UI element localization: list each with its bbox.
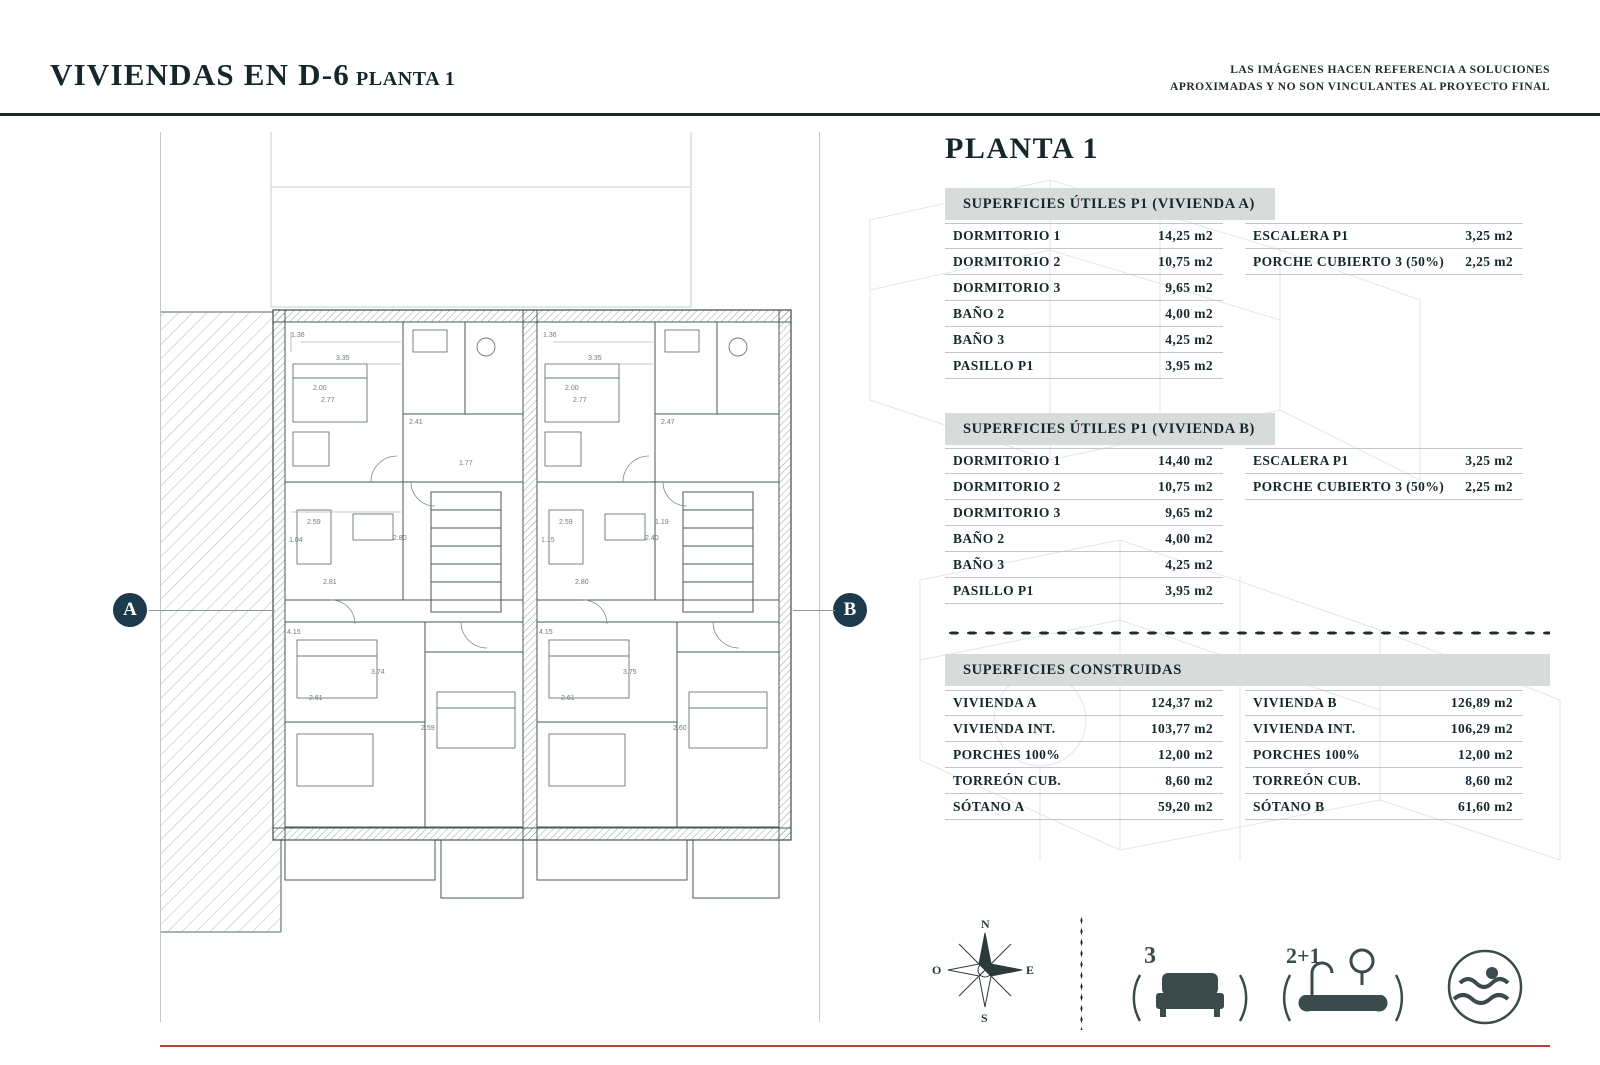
table-vivienda-b: [945, 448, 1550, 604]
table-row: [945, 327, 1223, 353]
row-value: 124,37 m2: [1150, 695, 1213, 710]
row-label: ESCALERA P1: [1253, 228, 1349, 243]
band-vivienda-b: SUPERFICIES ÚTILES P1 (VIVIENDA B): [945, 413, 1275, 445]
axis-marker-b: B: [833, 593, 867, 627]
svg-text:4.15: 4.15: [287, 629, 301, 636]
row-label: BAÑO 3: [953, 556, 1005, 572]
row-value: 9,65 m2: [1165, 504, 1213, 520]
page-title-sub: PLANTA 1: [355, 68, 456, 90]
svg-text:2.60: 2.60: [673, 725, 687, 732]
row-label: PORCHE CUBIERTO 3 (50%): [1253, 478, 1445, 494]
row-label: DORMITORIO 2: [953, 253, 1061, 269]
table-row: [1245, 716, 1523, 742]
row-value: 4,25 m2: [1165, 331, 1213, 347]
svg-text:2.59: 2.59: [421, 725, 435, 732]
table-row: [945, 768, 1223, 794]
table-row: [1245, 448, 1523, 474]
svg-text:2.77: 2.77: [321, 397, 335, 404]
row-label: PORCHE CUBIERTO 3 (50%): [1253, 253, 1445, 269]
row-value: 106,29 m2: [1450, 720, 1513, 736]
row-value: 8,60 m2: [1165, 772, 1213, 788]
row-label: BAÑO 2: [953, 530, 1005, 546]
svg-text:2.59: 2.59: [559, 519, 573, 526]
table-row: [945, 716, 1223, 742]
table-row: [945, 500, 1223, 526]
svg-text:1.15: 1.15: [541, 537, 555, 544]
disclaimer: [1170, 62, 1550, 95]
row-value: 2,25 m2: [1465, 253, 1513, 269]
svg-text:2.47: 2.47: [661, 419, 675, 426]
row-label: PORCHES 100%: [953, 746, 1061, 762]
svg-text:3.35: 3.35: [588, 355, 602, 362]
row-value: 3,95 m2: [1165, 582, 1213, 598]
svg-text:2.61: 2.61: [309, 695, 323, 702]
dotted-divider: [945, 630, 1550, 636]
panel-title: PLANTA 1: [945, 132, 1099, 165]
header-divider: [0, 113, 1600, 116]
page-title: [50, 57, 455, 93]
row-label: DORMITORIO 3: [953, 279, 1061, 295]
row-label: VIVIENDA INT.: [1253, 720, 1356, 736]
row-label: DORMITORIO 3: [953, 504, 1061, 520]
row-value: 126,89 m2: [1450, 695, 1513, 710]
svg-text:1.04: 1.04: [289, 537, 303, 544]
svg-text:2.81: 2.81: [323, 579, 337, 586]
table-row: [1245, 742, 1523, 768]
row-label: PASILLO P1: [953, 582, 1034, 598]
svg-text:2.80: 2.80: [393, 535, 407, 542]
row-label: SÓTANO B: [1253, 798, 1325, 814]
floor-plan-container: [123, 132, 857, 1022]
row-value: 10,75 m2: [1158, 478, 1213, 494]
row-value: 9,65 m2: [1165, 279, 1213, 295]
table-row: [945, 448, 1223, 474]
table-row: [945, 552, 1223, 578]
row-value: 4,00 m2: [1165, 530, 1213, 546]
table-row: [945, 249, 1223, 275]
row-label: TORREÓN CUB.: [953, 772, 1062, 788]
table-row: [945, 275, 1223, 301]
row-label: VIVIENDA B: [1253, 695, 1337, 710]
table-row: [945, 353, 1223, 379]
svg-text:2.80: 2.80: [575, 579, 589, 586]
row-label: VIVIENDA INT.: [953, 720, 1056, 736]
table-superficies-construidas: [945, 690, 1550, 820]
row-value: 8,60 m2: [1465, 772, 1513, 788]
table-vivienda-a: [945, 223, 1550, 379]
table-row: [1245, 223, 1523, 249]
table-row: [945, 578, 1223, 604]
row-value: 12,00 m2: [1458, 746, 1513, 762]
row-label: DORMITORIO 1: [953, 228, 1061, 243]
table-row: [1245, 474, 1523, 500]
svg-text:4.15: 4.15: [539, 629, 553, 636]
row-value: 3,95 m2: [1165, 357, 1213, 373]
svg-text:1.36: 1.36: [543, 332, 557, 339]
row-label: SÓTANO A: [953, 798, 1025, 814]
table-row: [945, 690, 1223, 716]
band-superficies-construidas: SUPERFICIES CONSTRUIDAS: [945, 654, 1550, 686]
row-label: ESCALERA P1: [1253, 453, 1349, 468]
row-label: PORCHES 100%: [1253, 746, 1361, 762]
table-row: [1245, 690, 1523, 716]
table-row: [945, 526, 1223, 552]
row-value: 103,77 m2: [1150, 720, 1213, 736]
table-row: [945, 474, 1223, 500]
table-row: [1245, 768, 1523, 794]
svg-text:2.59: 2.59: [307, 519, 321, 526]
axis-line-b: [793, 610, 835, 611]
row-label: DORMITORIO 2: [953, 478, 1061, 494]
row-value: 59,20 m2: [1158, 798, 1213, 814]
bedrooms-count: 3: [1144, 943, 1156, 969]
row-label: PASILLO P1: [953, 357, 1034, 373]
bathrooms-count: 2+1: [1286, 943, 1321, 968]
row-label: BAÑO 3: [953, 331, 1005, 347]
band-vivienda-a: SUPERFICIES ÚTILES P1 (VIVIENDA A): [945, 188, 1275, 220]
table-row: [945, 794, 1223, 820]
row-value: 14,25 m2: [1158, 228, 1213, 243]
svg-text:1.19: 1.19: [655, 519, 669, 526]
compass-o-label: O: [932, 963, 942, 977]
row-value: 3,25 m2: [1465, 453, 1513, 468]
row-label: TORREÓN CUB.: [1253, 772, 1362, 788]
compass-s-label: S: [981, 1011, 988, 1025]
table-row: [945, 301, 1223, 327]
floor-plan-drawing: [161, 132, 821, 1022]
table-row: [1245, 794, 1523, 820]
disclaimer-line-2: APROXIMADAS Y NO SON VINCULANTES AL PROYECTO FINAL: [1170, 80, 1550, 93]
row-value: 61,60 m2: [1458, 798, 1513, 814]
axis-line-a: [149, 610, 275, 611]
axis-marker-a: A: [113, 593, 147, 627]
table-row: [1245, 249, 1523, 275]
footer-accent-line: [160, 1045, 1550, 1047]
svg-text:3.75: 3.75: [623, 669, 637, 676]
row-value: 12,00 m2: [1158, 746, 1213, 762]
compass-e-label: E: [1026, 963, 1035, 977]
svg-text:2.00: 2.00: [565, 385, 579, 392]
info-panel: [900, 132, 1550, 1032]
row-label: VIVIENDA A: [953, 695, 1037, 710]
row-label: BAÑO 2: [953, 305, 1005, 321]
row-value: 3,25 m2: [1465, 228, 1513, 243]
row-value: 10,75 m2: [1158, 253, 1213, 269]
compass-n-label: N: [981, 917, 990, 931]
disclaimer-line-1: LAS IMÁGENES HACEN REFERENCIA A SOLUCIONES: [1230, 64, 1550, 76]
svg-text:3.74: 3.74: [371, 669, 385, 676]
page-title-main: VIVIENDAS EN D-6: [50, 57, 350, 92]
svg-text:2.00: 2.00: [313, 385, 327, 392]
svg-text:1.36: 1.36: [291, 332, 305, 339]
svg-text:2.41: 2.41: [409, 419, 423, 426]
row-value: 4,25 m2: [1165, 556, 1213, 572]
row-value: 2,25 m2: [1465, 478, 1513, 494]
row-value: 4,00 m2: [1165, 305, 1213, 321]
svg-text:1.77: 1.77: [459, 460, 473, 467]
table-row: [945, 742, 1223, 768]
page-header: [0, 10, 1600, 114]
svg-text:3.35: 3.35: [336, 355, 350, 362]
svg-text:2.40: 2.40: [645, 535, 659, 542]
svg-text:2.61: 2.61: [561, 695, 575, 702]
row-value: 14,40 m2: [1158, 453, 1213, 468]
svg-text:2.77: 2.77: [573, 397, 587, 404]
table-row: [945, 223, 1223, 249]
row-label: DORMITORIO 1: [953, 453, 1061, 468]
